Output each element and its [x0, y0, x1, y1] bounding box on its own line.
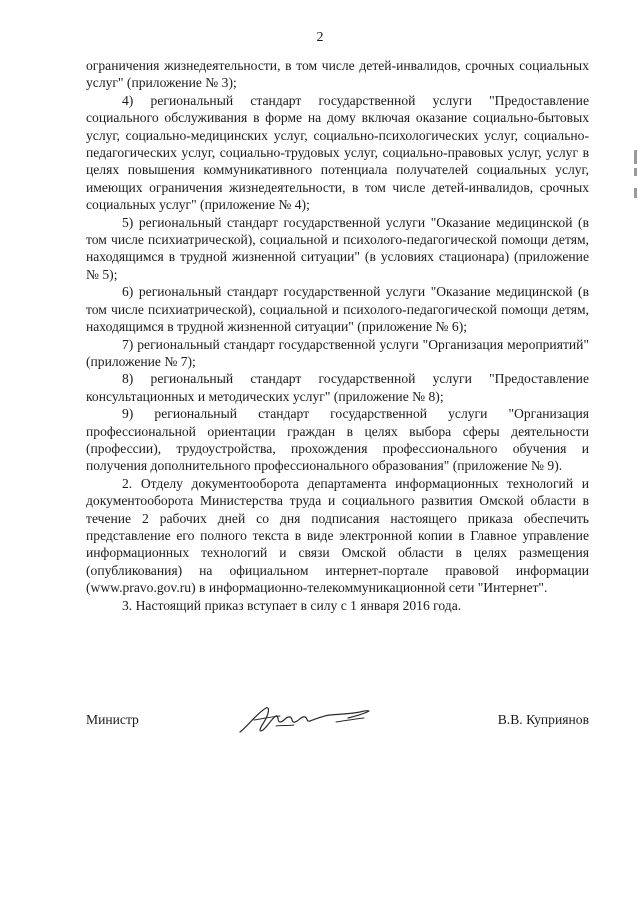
- paragraph-item-4: 4) региональный стандарт государственной услуги "Предоставление социального обслуживания в форме на дому включая оказание социально-бытовых услуг, социально-медицинских услуг, социально-психологических услуг, социально-педагогических услуг, социально-трудовых услуг, социально-правовых услуг, услуг в целях повышения коммуникативного потенциала получателей социальных услуг, имеющих ограничения жизнедеятельности, в том числе детей-инвалидов, срочных социальных услуг" (приложение № 4);: [86, 92, 589, 213]
- paragraph-clause-3: 3. Настоящий приказ вступает в силу с 1 января 2016 года.: [122, 597, 462, 613]
- paragraph-clause-2: 2. Отделу документооборота департамента информационных технологий и документооборота Министерства труда и социального развития Омской области в течение 2 рабочих дней со дня подписания настоящего приказа обеспечить представление его полного текста в виде электронной копии в Главное управление информационных технологий и связи Омской области в целях размещения (опубликования) на официальном интернет-портале правовой информации (www.pravo.gov.ru) в информационно-телекоммуникационной сети "Интернет".: [86, 475, 589, 596]
- handwritten-signature: [236, 700, 376, 740]
- page-number: 2: [316, 30, 324, 45]
- signatory-name: В.В. Куприянов: [497, 712, 589, 727]
- paragraph-item-9: 9) региональный стандарт государственной услуги "Организация профессиональной ориентации граждан в целях выбора сферы деятельности (профессии), трудоустройства, прохождения профессионального обучения и получения дополнительного профессионального образования" (приложение № 9).: [86, 406, 589, 474]
- paragraph-item-6: 6) региональный стандарт государственной услуги "Оказание медицинской (в том числе психиатрической), социальной и психолого-педагогической помощи детям, находящимся в трудной жизненной ситуации" (приложение № 6);: [86, 284, 589, 335]
- margin-mark: [634, 168, 637, 176]
- paragraph-item-8: 8) региональный стандарт государственной услуги "Предоставление консультационных и методических услуг" (приложение № 8);: [86, 371, 589, 404]
- paragraph-item-3-continuation: ограничения жизнедеятельности, в том числе детей-инвалидов, срочных социальных услуг" (приложение № 3);: [86, 58, 589, 91]
- document-body: [86, 57, 589, 614]
- margin-mark: [634, 150, 637, 164]
- paragraph-item-5: 5) региональный стандарт государственной услуги "Оказание медицинской (в том числе психиатрической), социальной и психолого-педагогической помощи детям, находящимся в трудной жизненной ситуации" (в условиях стационара) (приложение № 5);: [86, 214, 589, 282]
- paragraph-item-7: 7) региональный стандарт государственной услуги "Организация мероприятий" (приложение № 7);: [86, 336, 589, 369]
- signature-block: [86, 700, 589, 740]
- margin-mark: [634, 188, 637, 198]
- signatory-title: Министр: [86, 712, 139, 727]
